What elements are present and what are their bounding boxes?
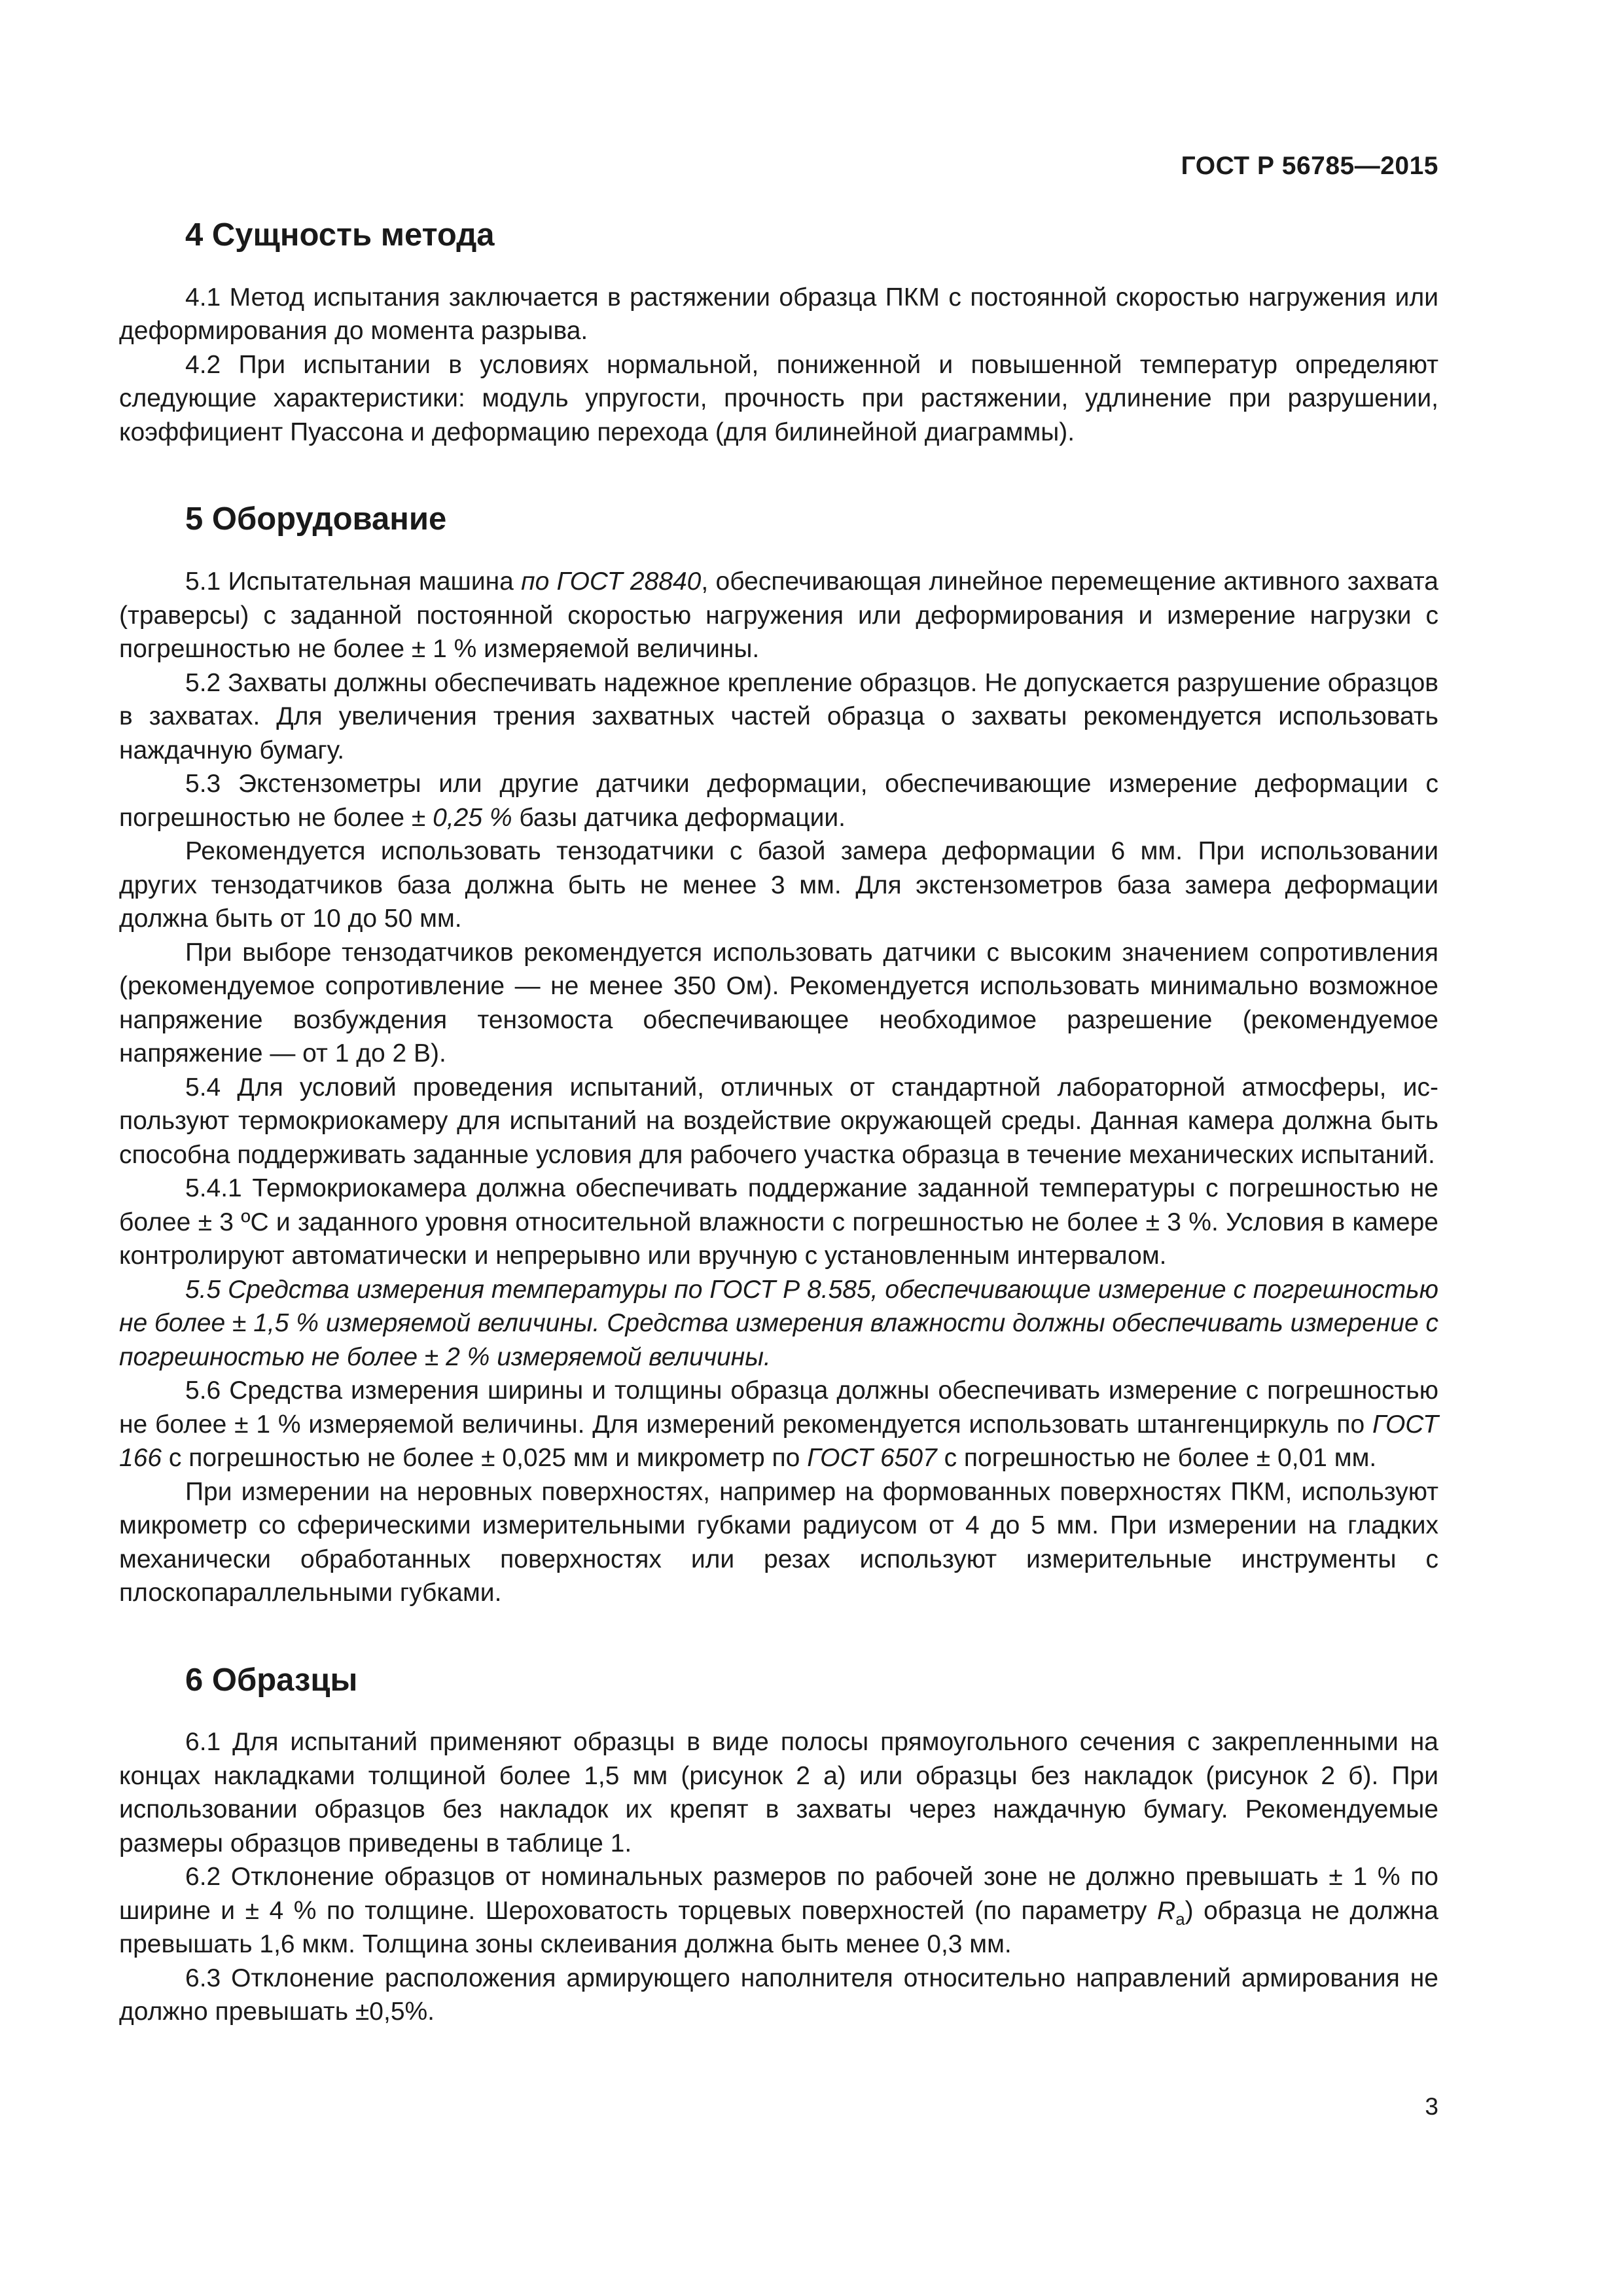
- paragraph-5-6: 5.6 Средства измерения ширины и толщины образца должны обеспечивать измерение с погрешностью не более ± 1 % измеряемой величины. Для измерений рекомендуется использовать штангенциркуль по ГОСТ 166 с погрешностью не более ± 0,025 мм и микрометр по ГОСТ 6507 с погрешностью не более ± 0,01 мм.: [119, 1376, 1438, 1473]
- section-4-title: 4 Сущность метода: [185, 217, 495, 253]
- paragraph-5-2: 5.2 Захваты должны обеспечивать надежное крепление образцов. Не допускается разрушение образцов в захватах. Для увеличения трения захватных частей образца о захваты рекомендуется использовать наждачную бумагу.: [119, 668, 1438, 764]
- section-4: [119, 216, 1438, 449]
- roughness-subscript: a: [1175, 1909, 1185, 1929]
- paragraph-6-3: 6.3 Отклонение расположения армирующего наполнителя относительно направлений армирования не должно превышать ±0,5%.: [119, 1964, 1438, 2026]
- paragraph-4-1: 4.1 Метод испытания заключается в растяжении образца ПКМ с постоянной скоростью нагружения или деформирования до момента разрыва.: [119, 283, 1438, 346]
- reference-gost-28840: по ГОСТ 28840: [521, 567, 702, 596]
- roughness-symbol: R: [1157, 1896, 1176, 1925]
- document-code: ГОСТ Р 56785—2015: [1181, 152, 1438, 180]
- paragraph-5-5: 5.5 Средства измерения температуры по ГОСТ Р 8.585, обеспечивающие измерение с погрешностью не более ± 1,5 % измеряемой величины. Средства измерения влажности должны обеспечивать измерение с погрешностью не более ± 2 % измеряемой величины.: [119, 1275, 1438, 1371]
- reference-gost-6507: ГОСТ 6507: [807, 1444, 937, 1473]
- paragraph-6-1: 6.1 Для испытаний применяют образцы в виде полосы прямоугольного сечения с закрепленными на концах накладками толщиной более 1,5 мм (рисунок 2 а) или образцы без накладок (рисунок 2 б). При использовании образцов без накладок их крепят в захваты через наждачную бумагу. Рекомендуемые размеры образцов приведены в таблице 1.: [119, 1728, 1438, 1857]
- paragraph-5-3-sensors: При выборе тензодатчиков рекомендуется использовать датчики с высоким значением сопротивления (рекомендуемое сопротивление — не менее 350 Ом). Рекомендуется использовать минимально возможное напряжение возбуждения тензомоста обеспечивающее необходимое разрешение (рекомендуемое напряжение — от 1 до 2 В).: [119, 938, 1438, 1068]
- section-6-title: 6 Образцы: [185, 1662, 358, 1698]
- paragraph-5-4-1: 5.4.1 Термокриокамера должна обеспечивать поддержание заданной температуры с погрешностью не более ± 3 ºС и заданного уровня относительной влажности с погрешностью не более ± 3 %. Условия в камере контролируют автоматически и непрерывно или вручную с установленным интервалом.: [119, 1174, 1438, 1270]
- page-number: 3: [1425, 2093, 1438, 2120]
- reference-gost-166: ГОСТ 166: [119, 1410, 1438, 1473]
- page-content: [119, 216, 1438, 2080]
- paragraph-5-1: 5.1 Испытательная машина по ГОСТ 28840, обеспечивающая линейное перемещение активного захвата (траверсы) с заданной постоянной скоростью нагружения или деформирования и измерение нагрузки с погрешностью не более ± 1 % измеряемой величины.: [119, 567, 1438, 664]
- paragraph-5-3-recommendation: Рекомендуется использовать тензодатчики с базой замера деформации 6 мм. При использовании других тензодатчиков база должна быть не менее 3 мм. Для экстензометров база замера деформации должна быть от 10 до 50 мм.: [119, 837, 1438, 933]
- section-6: [119, 1661, 1438, 2029]
- paragraph-6-2: 6.2 Отклонение образцов от номинальных размеров по рабочей зоне не должно превышать ± 1 % по ширине и ± 4 % по толщине. Шероховатость торцевых поверхностей (по параметру $R_a$) образца не должна превышать 1,6 мкм. Толщина зоны склеивания должна быть менее 0,3 мм.: [119, 1863, 1438, 1959]
- paragraph-5-6-uneven-surfaces: При измерении на неровных поверхностях, например на формованных поверхностях ПКМ, используют микрометр со сферическими измерительными губками радиусом от 4 до 5 мм. При измерении на гладких механически обработанных поверхностях или резах используют измерительные инструменты с плоскопараллельными губками.: [119, 1477, 1438, 1607]
- section-5-title: 5 Оборудование: [185, 501, 447, 537]
- tolerance-value: 0,25 %: [433, 803, 512, 832]
- paragraph-5-4: 5.4 Для условий проведения испытаний, отличных от стандартной лабораторной атмосферы, используют термокриокамеру для испытаний на воздействие окружающей среды. Данная камера должна быть способна поддерживать заданные условия для рабочего участка образца в течение механических испытаний.: [119, 1073, 1438, 1169]
- section-5: [119, 500, 1438, 1609]
- paragraph-4-2: 4.2 При испытании в условиях нормальной, пониженной и повышенной температур определяют следующие характеристики: модуль упругости, прочность при растяжении, удлинение при разрушении, коэффициент Пуассона и деформацию перехода (для билинейной диаграммы).: [119, 350, 1438, 446]
- paragraph-5-3: 5.3 Экстензометры или другие датчики деформации, обеспечивающие измерение деформации с погрешностью не более ± 0,25 % базы датчика деформации.: [119, 770, 1438, 832]
